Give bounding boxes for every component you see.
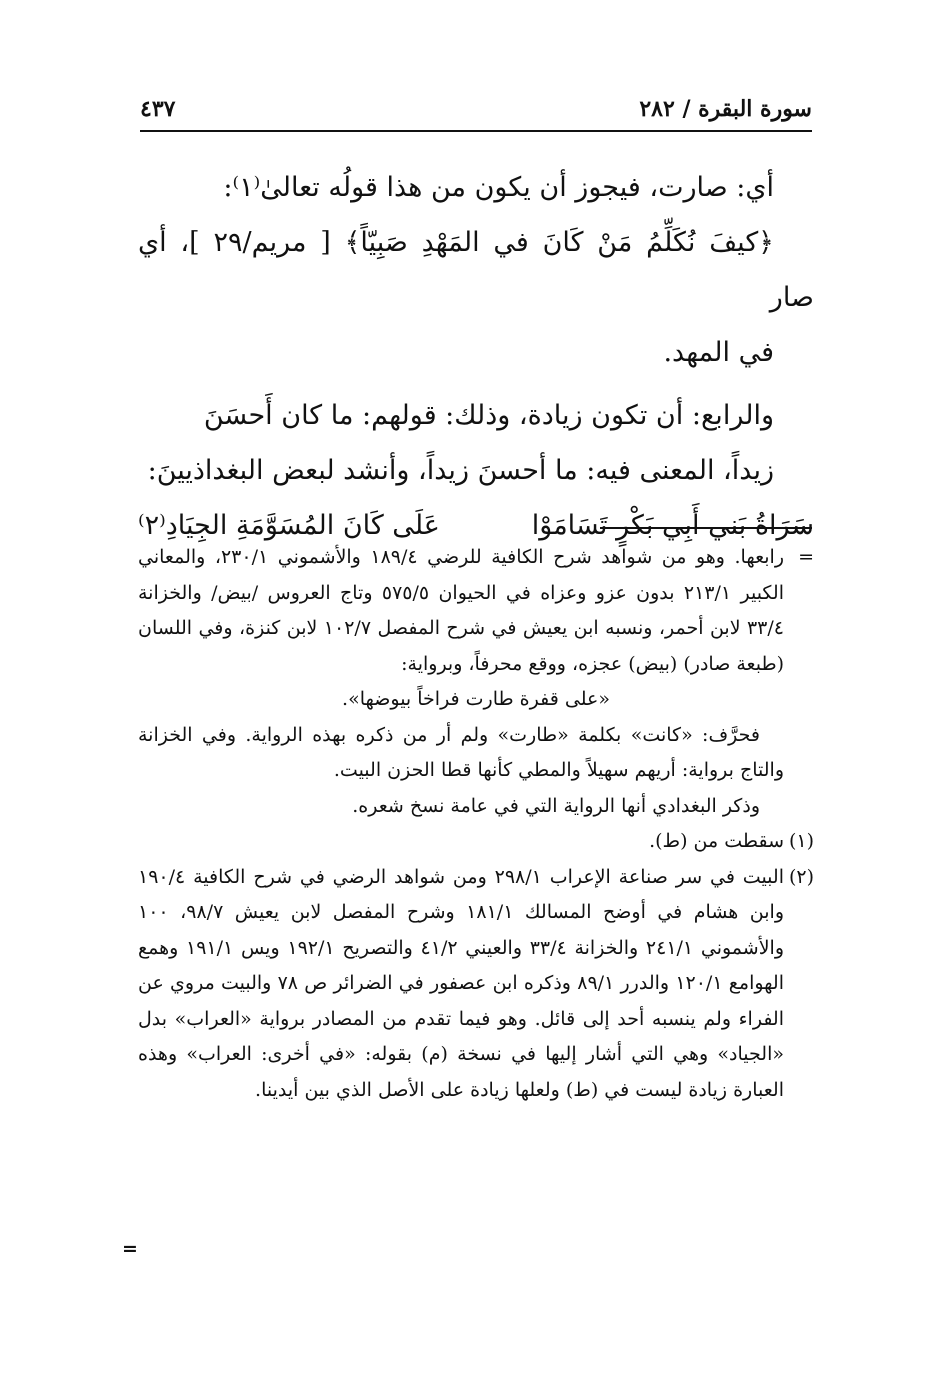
footnote-1-mark: (١) xyxy=(788,830,814,852)
continuation-mark: = xyxy=(798,546,814,568)
verse-first-hemistich: سَرَاةُ بَني أَبِي بَكْرٍ تَسَامَوْا xyxy=(531,510,814,541)
footnote-continuation xyxy=(138,540,814,682)
continued-mark: = xyxy=(122,1238,138,1260)
header-title: سورة البقرة / ٢٨٢ xyxy=(639,96,812,122)
footnote-1-text: سقطت من (ط). xyxy=(649,830,784,852)
paragraph-1-line-2: ﴿كيفَ نُكَلِّمُ مَنْ كَانَ في المَهْدِ صَبِيّاً﴾ [ مريم/٢٩ ]، أي صار xyxy=(138,227,814,313)
footnote-2-text: البيت في سر صناعة الإعراب ٢٩٨/١ ومن شواهد الرضي في شرح الكافية ١٩٠/٤ وابن هشام في أوضح المسالك ١٨١/١ وشرح المفصل لابن يعيش ٩٨/٧، ١٠٠ والأشموني ٢٤١/١ والخزانة ٣٣/٤ والعيني ٤١/٢ والتصريح ١٩٢/١ ويس ١٩١/١ وهمع الهوامع ١٢٠/١ والدرر ٨٩/١ وذكره ابن عصفور في الضرائر ص ٧٨ والبيت مروي عن الفراء ولم ينسبه أحد إلى قائل. وهو فيما تقدم من المصادر برواية «العراب» بدل «الجياد» وهي التي أشار إليها في نسخة (م) بقوله: «في أخرى: العراب» وهذه العبارة زيادة ليست في (ط) ولعلها زيادة على الأصل الذي بين أيدينا. xyxy=(138,865,784,1101)
footnote-quote: «على قفرة طارت فراخاً بيوضها». xyxy=(342,688,610,710)
footnote-2 xyxy=(138,860,814,1109)
footnote-separator xyxy=(600,527,812,529)
header-rule xyxy=(140,130,812,132)
running-header xyxy=(140,90,812,132)
footnote-paragraph-b: وذكر البغدادي أنها الرواية التي في عامة نسخ شعره. xyxy=(352,794,760,817)
footnote-2-mark: (٢) xyxy=(788,865,814,888)
main-text xyxy=(138,160,814,553)
verse-second-hemistich: عَلَى كَانَ المُسَوَّمَةِ الجِيَادِ⁽٢⁾ xyxy=(138,510,440,541)
paragraph-2-line-1: والرابع: أن تكون زيادة، وذلك: قولهم: ما كان أَحسَنَ xyxy=(203,400,774,431)
page-number: ٤٣٧ xyxy=(140,96,176,122)
paragraph-1-line-3: في المهد. xyxy=(663,337,774,368)
paragraph-2-line-2: زيداً، المعنى فيه: ما أحسنَ زيداً، وأنشد لبعض البغداذيينَ: xyxy=(147,455,774,486)
paragraph-1 xyxy=(138,160,814,380)
paragraph-2 xyxy=(138,388,814,498)
footnote-paragraph-a: فحرَّف: «كانت» بكلمة «طارت» ولم أر من ذكره بهذه الرواية. وفي الخزانة والتاج برواية: أريهم سهيلاً والمطي كأنها قطا الحزن البيت. xyxy=(138,723,784,781)
paragraph-1-line-1: أي: صارت، فيجوز أن يكون من هذا قولُه تعالىٰ⁽١⁾: xyxy=(223,172,774,203)
continuation-text: رابعها. وهو من شواهد شرح الكافية للرضي ١٨٩/٤ والأشموني ٢٣٠/١، والمعاني الكبير ٢١٣/١ بدون عزو وعزاه في الحيوان ٥٧٥/٥ وتاج العروس /بيض/ والخزانة ٣٣/٤ لابن أحمر، ونسبه ابن يعيش في شرح المفصل ١٠٢/٧ لابن كنزة، وفي اللسان (طبعة صادر) (بيض) عجزه، ووقع محرفاً، وبرواية: xyxy=(138,546,784,675)
footnote-1 xyxy=(138,824,814,860)
footnotes xyxy=(138,540,814,1108)
